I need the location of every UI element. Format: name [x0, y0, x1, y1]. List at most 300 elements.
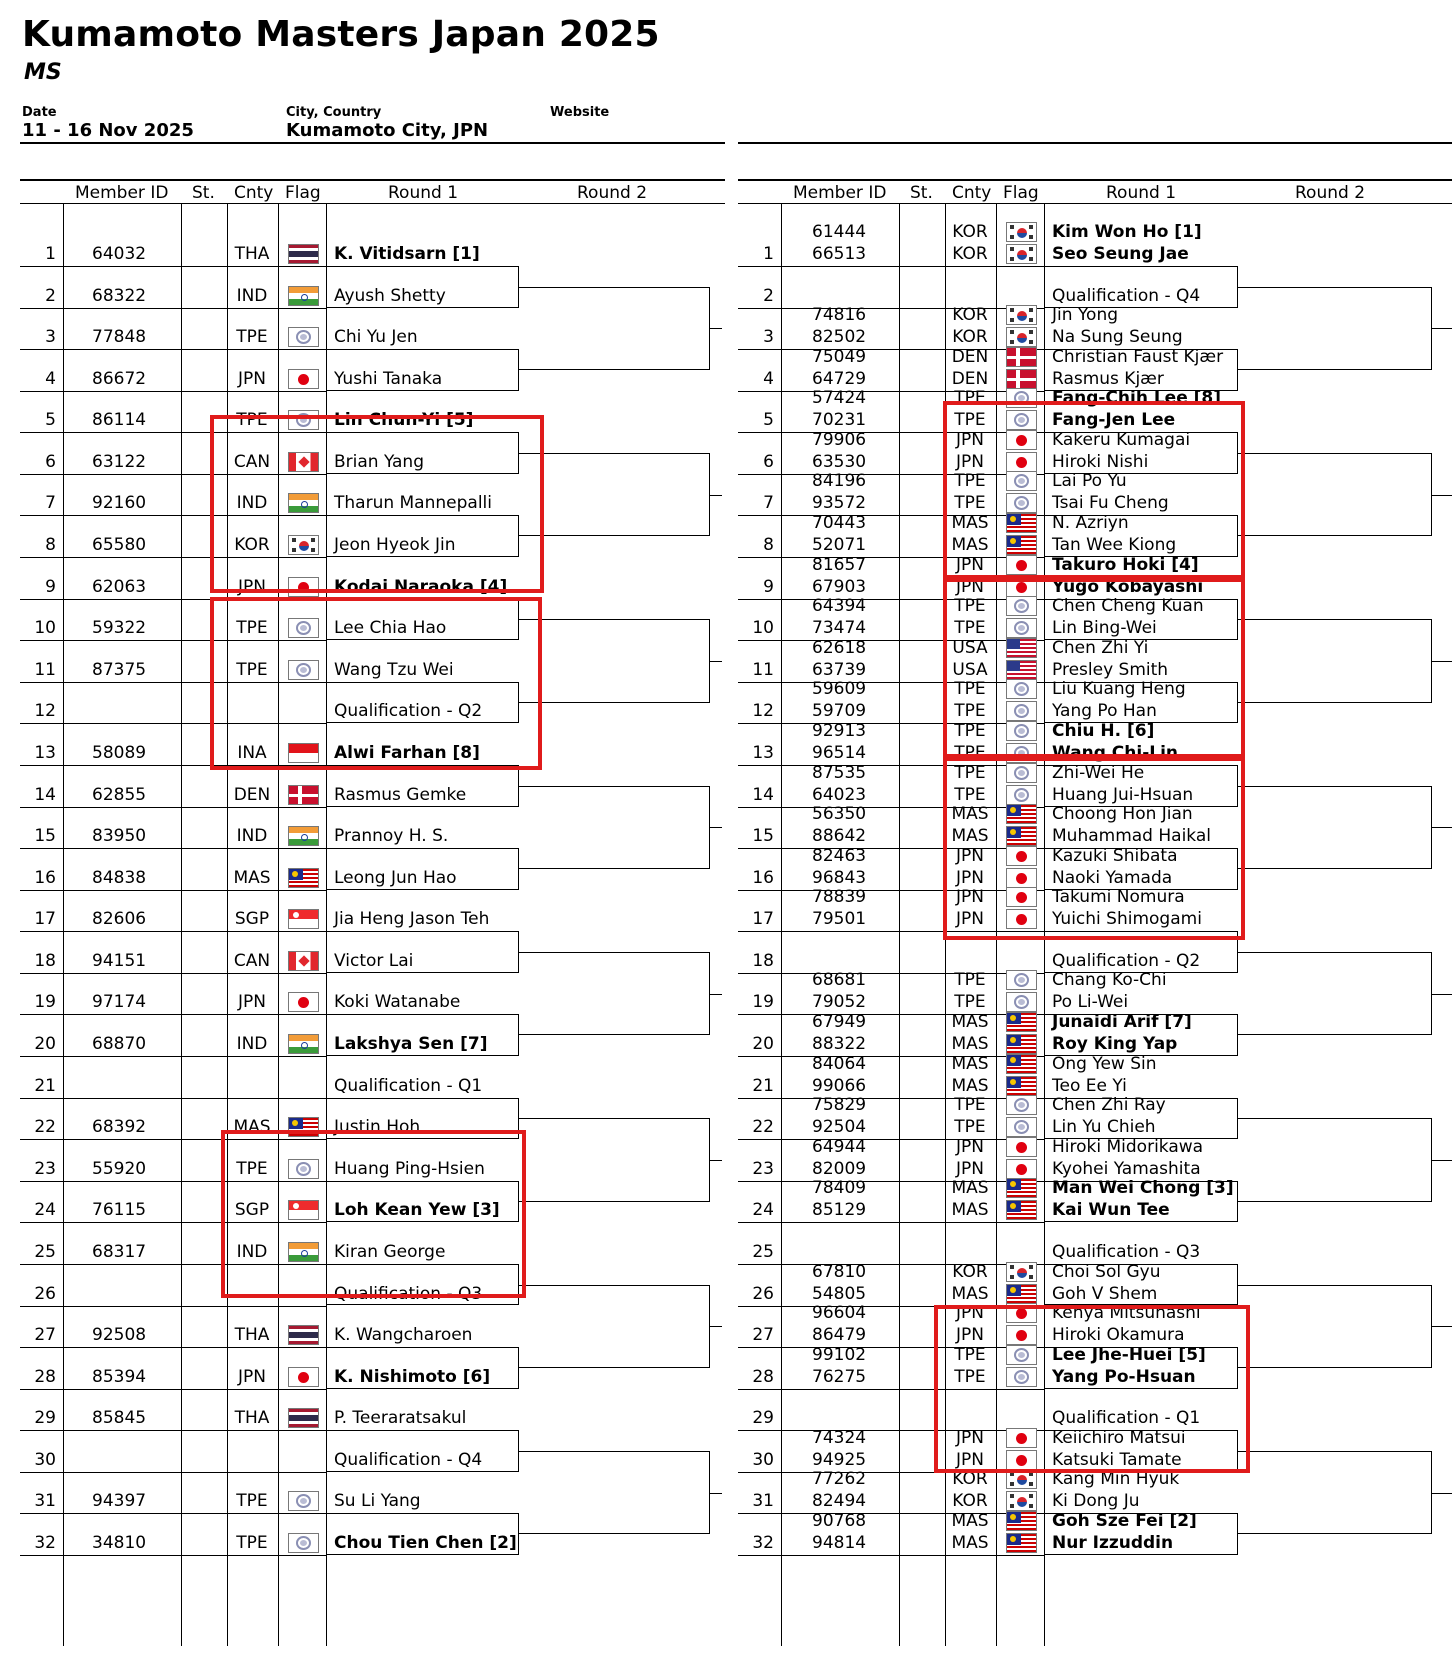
- date-value: 11 - 16 Nov 2025: [22, 120, 194, 141]
- member-id: 63122: [92, 451, 147, 472]
- draw-position: 1: [763, 244, 774, 264]
- member-id: 96514: [812, 742, 867, 763]
- draw-position: 4: [45, 368, 56, 389]
- country-code: JPN: [238, 576, 266, 597]
- player-name: Po Li-Wei: [1052, 992, 1129, 1013]
- player-name: Jin Yong: [1052, 305, 1119, 326]
- row-rule: [738, 349, 1044, 350]
- row-rule: [20, 1098, 326, 1099]
- country-code: JPN: [956, 1158, 984, 1179]
- country-code: TPE: [954, 720, 986, 741]
- flag-icon: [1006, 1511, 1037, 1531]
- right-round3-stub: [1432, 994, 1452, 995]
- country-code: IND: [236, 1241, 268, 1262]
- right-round3-stub: [1432, 1326, 1452, 1327]
- right-col-round1: Round 1: [1106, 183, 1177, 203]
- right-round2-bracket: [1238, 619, 1432, 702]
- player-name: Yuichi Shimogami: [1052, 909, 1202, 930]
- left-round3-stub: [710, 1326, 722, 1327]
- right-round1-bracket: [1044, 266, 1238, 308]
- country-code: TPE: [954, 1117, 986, 1138]
- player-name: Kyohei Yamashita: [1052, 1158, 1201, 1179]
- player-name: Lin Yu Chieh: [1052, 1117, 1156, 1138]
- player-name: Lin Chun-Yi [5]: [334, 410, 474, 431]
- member-id: 79906: [812, 429, 867, 450]
- player-name: Hiroki Nishi: [1052, 451, 1149, 472]
- member-id: 77262: [812, 1469, 867, 1490]
- draw-position: 20: [752, 1034, 774, 1055]
- player-name: Kenya Mitsuhashi: [1052, 1303, 1201, 1324]
- player-name: Lakshya Sen [7]: [334, 1034, 488, 1055]
- country-code: KOR: [952, 222, 988, 242]
- left-round3-stub: [710, 328, 722, 329]
- draw-position: 8: [763, 535, 774, 556]
- draw-position: 6: [45, 451, 56, 472]
- member-id: 56350: [812, 804, 867, 825]
- member-id: 85845: [92, 1408, 147, 1429]
- draw-position: 3: [45, 327, 56, 348]
- country-code: MAS: [951, 513, 989, 534]
- member-id: 66513: [812, 244, 867, 264]
- player-name: Lee Chia Hao: [334, 618, 447, 639]
- player-name: Huang Ping-Hsien: [334, 1158, 485, 1179]
- highlight-box: [943, 757, 1245, 940]
- draw-position: 24: [34, 1200, 56, 1221]
- player-name: Tsai Fu Cheng: [1052, 493, 1169, 514]
- left-round1-bracket: [326, 349, 519, 391]
- right-col-flag: Flag: [1003, 183, 1039, 203]
- member-id: 61444: [812, 222, 867, 242]
- draw-position: 25: [34, 1241, 56, 1262]
- highlight-box: [943, 578, 1245, 758]
- member-id: 92504: [812, 1117, 867, 1138]
- draw-position: 30: [752, 1449, 774, 1470]
- country-code: SGP: [234, 1200, 270, 1221]
- left-header-bottom-rule: [20, 203, 725, 204]
- draw-position: 29: [752, 1408, 774, 1429]
- player-name: Chen Cheng Kuan: [1052, 596, 1204, 617]
- country-code: TPE: [236, 327, 268, 348]
- player-name: Rasmus Gemke: [334, 784, 467, 805]
- left-col-flag: Flag: [285, 183, 321, 203]
- left-round2-bracket: [519, 1451, 710, 1534]
- member-id: 76115: [92, 1200, 147, 1221]
- country-code: JPN: [238, 368, 266, 389]
- flag-icon: [1006, 1262, 1037, 1282]
- draw-position: 14: [752, 784, 774, 805]
- member-id: 55920: [92, 1158, 147, 1179]
- member-id: 59709: [812, 701, 867, 722]
- right-header-bottom-rule: [738, 203, 1452, 204]
- qualification-slot: Qualification - Q3: [1052, 1241, 1201, 1262]
- player-name: Chiu H. [6]: [1052, 720, 1155, 741]
- player-name: Fang-Chih Lee [8]: [1052, 388, 1222, 409]
- draw-position: 7: [763, 493, 774, 514]
- flag-icon: [1006, 1076, 1037, 1096]
- country-code: TPE: [236, 410, 268, 431]
- draw-position: 23: [752, 1158, 774, 1179]
- player-name: Takumi Nomura: [1052, 887, 1185, 908]
- country-code: USA: [952, 637, 988, 658]
- player-name: Goh Sze Fei [2]: [1052, 1510, 1197, 1531]
- left-col-status: St.: [192, 183, 215, 203]
- member-id: 82502: [812, 327, 867, 348]
- row-rule: [20, 848, 326, 849]
- flag-icon: [1006, 1117, 1037, 1137]
- player-name: Kazuki Shibata: [1052, 845, 1178, 866]
- country-code: JPN: [956, 1325, 984, 1346]
- country-code: MAS: [951, 1053, 989, 1074]
- member-id: 67949: [812, 1012, 867, 1033]
- member-id: 82494: [812, 1491, 867, 1512]
- left-round3-stub: [710, 1493, 722, 1494]
- country-code: JPN: [956, 1136, 984, 1157]
- country-code: KOR: [952, 1469, 988, 1490]
- member-id: 64729: [812, 368, 867, 389]
- row-rule: [20, 349, 326, 350]
- member-id: 88642: [812, 826, 867, 847]
- player-name: Jeon Hyeok Jin: [334, 535, 456, 556]
- country-code: TPE: [954, 410, 986, 431]
- member-id: 86479: [812, 1325, 867, 1346]
- player-name: Chi Yu Jen: [334, 327, 418, 348]
- member-id: 96604: [812, 1303, 867, 1324]
- country-code: IND: [236, 493, 268, 514]
- highlight-box: [210, 597, 542, 770]
- highlight-box: [943, 401, 1245, 579]
- member-id: 85394: [92, 1366, 147, 1387]
- country-code: USA: [952, 659, 988, 680]
- row-rule: [20, 1472, 326, 1473]
- player-name: Roy King Yap: [1052, 1034, 1178, 1055]
- draw-position: 13: [34, 742, 56, 763]
- country-code: KOR: [952, 1261, 988, 1282]
- flag-icon: [288, 1034, 319, 1054]
- left-round3-stub: [710, 495, 722, 496]
- member-id: 99102: [812, 1344, 867, 1365]
- left-round1-bracket: [326, 1014, 519, 1056]
- flag-icon: [1006, 305, 1037, 325]
- right-col-status: St.: [910, 183, 933, 203]
- player-name: Qualification - Q2: [334, 701, 483, 722]
- flag-icon: [288, 327, 319, 347]
- country-code: JPN: [956, 1449, 984, 1470]
- right-round3-stub: [1432, 661, 1452, 662]
- draw-position: 24: [752, 1200, 774, 1221]
- flag-icon: [288, 1533, 319, 1553]
- member-id: 52071: [812, 535, 867, 556]
- flag-icon: [288, 286, 319, 306]
- right-round3-stub: [1432, 1160, 1452, 1161]
- country-code: DEN: [951, 346, 989, 367]
- country-code: DEN: [233, 784, 271, 805]
- country-code: TPE: [236, 1532, 268, 1553]
- draw-position: 22: [752, 1117, 774, 1138]
- draw-position: 21: [752, 1075, 774, 1096]
- flag-icon: [288, 826, 319, 846]
- player-name: Lee Jhe-Huei [5]: [1052, 1344, 1206, 1365]
- draw-position: 26: [34, 1283, 56, 1304]
- country-code: JPN: [956, 909, 984, 930]
- country-code: JPN: [238, 992, 266, 1013]
- country-code: TPE: [954, 1344, 986, 1365]
- member-id: 96843: [812, 867, 867, 888]
- player-name: N. Azriyn: [1052, 513, 1129, 534]
- flag-icon: [288, 1325, 319, 1345]
- flag-icon: [288, 992, 319, 1012]
- member-id: 78839: [812, 887, 867, 908]
- member-id: 83950: [92, 826, 147, 847]
- qualification-slot: Qualification - Q1: [1052, 1408, 1201, 1429]
- draw-position: 10: [752, 618, 774, 639]
- flag-icon: [288, 1367, 319, 1387]
- country-code: JPN: [956, 1303, 984, 1324]
- right-round2-bracket: [1238, 1285, 1432, 1368]
- draw-position: 10: [34, 618, 56, 639]
- player-name: Keiichiro Matsui: [1052, 1427, 1186, 1448]
- flag-icon: [1006, 1012, 1037, 1032]
- member-id: 93572: [812, 493, 867, 514]
- right-col-country: Cnty: [952, 183, 992, 203]
- left-round2-bracket: [519, 453, 710, 536]
- member-id: 70443: [812, 513, 867, 534]
- left-round3-stub: [710, 994, 722, 995]
- member-id: 68870: [92, 1034, 147, 1055]
- player-name: Zhi-Wei He: [1052, 762, 1145, 783]
- city-value: Kumamoto City, JPN: [286, 120, 489, 141]
- player-name: Yugo Kobayashi: [1052, 576, 1204, 597]
- left-round1-bracket: [326, 931, 519, 973]
- country-code: TPE: [954, 784, 986, 805]
- country-code: KOR: [234, 535, 270, 556]
- country-code: JPN: [956, 451, 984, 472]
- player-name: P. Teeraratsakul: [334, 1408, 467, 1429]
- player-name: Su Li Yang: [334, 1491, 421, 1512]
- member-id: 64944: [812, 1136, 867, 1157]
- draw-position: 18: [34, 950, 56, 971]
- row-rule: [738, 973, 1044, 974]
- draw-position: 2: [45, 285, 56, 306]
- left-col-country: Cnty: [234, 183, 274, 203]
- highlight-box: [934, 1305, 1250, 1473]
- event-subtitle: MS: [24, 60, 62, 85]
- player-name: Kodai Naraoka [4]: [334, 576, 508, 597]
- country-code: JPN: [956, 867, 984, 888]
- member-id: 82463: [812, 845, 867, 866]
- draw-position: 27: [752, 1325, 774, 1346]
- draw-position: 20: [34, 1034, 56, 1055]
- player-name: Kai Wun Tee: [1052, 1200, 1170, 1221]
- player-name: Tan Wee Kiong: [1052, 535, 1177, 556]
- row-rule: [738, 1139, 1044, 1140]
- qualification-slot: Qualification - Q2: [1052, 950, 1201, 971]
- row-rule: [738, 1222, 1044, 1223]
- member-id: 65580: [92, 535, 147, 556]
- player-name: Hiroki Okamura: [1052, 1325, 1185, 1346]
- player-name: Chang Ko-Chi: [1052, 970, 1167, 991]
- player-name: Alwi Farhan [8]: [334, 742, 480, 763]
- draw-position: 23: [34, 1158, 56, 1179]
- player-name: Takuro Hoki [4]: [1052, 554, 1199, 575]
- country-code: JPN: [956, 554, 984, 575]
- country-code: TPE: [236, 618, 268, 639]
- right-round2-bracket: [1238, 453, 1432, 536]
- draw-position: 6: [763, 451, 774, 472]
- player-name: Hiroki Midorikawa: [1052, 1136, 1204, 1157]
- row-rule: [738, 1555, 1044, 1556]
- member-id: 64023: [812, 784, 867, 805]
- left-round2-bracket: [519, 1285, 710, 1368]
- country-code: JPN: [956, 887, 984, 908]
- flag-icon: [1006, 1284, 1037, 1304]
- player-name: Ki Dong Ju: [1052, 1491, 1140, 1512]
- country-code: INA: [237, 742, 267, 763]
- player-name: Naoki Yamada: [1052, 867, 1173, 888]
- draw-position: 7: [45, 493, 56, 514]
- country-code: MAS: [951, 535, 989, 556]
- country-code: DEN: [951, 368, 989, 389]
- member-id: 90768: [812, 1510, 867, 1531]
- right-round2-bracket: [1238, 287, 1432, 370]
- country-code: TPE: [954, 970, 986, 991]
- left-round1-bracket: [326, 765, 519, 807]
- player-name: Muhammad Haikal: [1052, 826, 1211, 847]
- city-label: City, Country: [286, 105, 382, 120]
- draw-position: 28: [34, 1366, 56, 1387]
- player-name: Choi Sol Gyu: [1052, 1261, 1161, 1282]
- member-id: 92913: [812, 720, 867, 741]
- draw-position: 14: [34, 784, 56, 805]
- country-code: TPE: [954, 618, 986, 639]
- left-round2-bracket: [519, 1118, 710, 1201]
- header-divider-right: [738, 142, 1452, 144]
- country-code: MAS: [951, 1178, 989, 1199]
- player-name: Loh Kean Yew [3]: [334, 1200, 500, 1221]
- website-label: Website: [550, 105, 610, 120]
- player-name: Katsuki Tamate: [1052, 1449, 1182, 1470]
- row-rule: [20, 1389, 326, 1390]
- country-code: TPE: [954, 742, 986, 763]
- player-name: Nur Izzuddin: [1052, 1532, 1174, 1553]
- member-id: 64032: [92, 244, 147, 264]
- player-name: Yang Po Han: [1052, 701, 1157, 722]
- flag-icon: [288, 785, 319, 805]
- flag-icon: [1006, 1491, 1037, 1511]
- flag-icon: [1006, 327, 1037, 347]
- member-id: 84838: [92, 867, 147, 888]
- member-id: 92508: [92, 1325, 147, 1346]
- draw-position: 4: [763, 368, 774, 389]
- left-round2-bracket: [519, 287, 710, 370]
- draw-position: 29: [34, 1408, 56, 1429]
- country-code: MAS: [233, 867, 271, 888]
- player-name: Presley Smith: [1052, 659, 1169, 680]
- draw-position: 32: [752, 1532, 774, 1553]
- flag-icon: [288, 909, 319, 929]
- right-round2-bracket: [1238, 952, 1432, 1035]
- member-id: 64394: [812, 596, 867, 617]
- member-id: 62618: [812, 637, 867, 658]
- row-rule: [20, 1513, 326, 1514]
- draw-position: 5: [763, 410, 774, 431]
- right-round3-stub: [1432, 328, 1452, 329]
- draw-position: 22: [34, 1117, 56, 1138]
- flag-icon: [1006, 1137, 1037, 1157]
- country-code: TPE: [954, 679, 986, 700]
- member-id: 94925: [812, 1449, 867, 1470]
- player-name: Chou Tien Chen [2]: [334, 1532, 517, 1553]
- player-name: Na Sung Seung: [1052, 327, 1183, 348]
- right-round2-bracket: [1238, 1451, 1432, 1534]
- flag-icon: [288, 1408, 319, 1428]
- country-code: TPE: [954, 596, 986, 617]
- member-id: 68681: [812, 970, 867, 991]
- member-id: 73474: [812, 618, 867, 639]
- player-name: Qualification - Q3: [334, 1283, 483, 1304]
- country-code: TPE: [954, 1366, 986, 1387]
- player-name: Rasmus Kjær: [1052, 368, 1164, 389]
- row-rule: [20, 890, 326, 891]
- player-name: Qualification - Q4: [334, 1449, 483, 1470]
- player-name: Choong Hon Jian: [1052, 804, 1193, 825]
- country-code: KOR: [952, 305, 988, 326]
- draw-position: 9: [763, 576, 774, 597]
- draw-position: 17: [34, 909, 56, 930]
- member-id: 59322: [92, 618, 147, 639]
- player-name: Justin Hoh: [334, 1117, 421, 1138]
- draw-position: 25: [752, 1241, 774, 1262]
- country-code: SGP: [234, 909, 270, 930]
- country-code: MAS: [951, 1510, 989, 1531]
- member-id: 92160: [92, 493, 147, 514]
- flag-icon: [1006, 1200, 1037, 1220]
- member-id: 94397: [92, 1491, 147, 1512]
- right-round1-bracket: [1044, 1098, 1238, 1140]
- draw-position: 31: [34, 1491, 56, 1512]
- member-id: 99066: [812, 1075, 867, 1096]
- player-name: Wang Chi-Lin: [1052, 742, 1179, 763]
- right-col-round2: Round 2: [1295, 183, 1366, 203]
- row-rule: [738, 1513, 1044, 1514]
- member-id: 85129: [812, 1200, 867, 1221]
- right-round2-bracket: [1238, 1118, 1432, 1201]
- flag-icon: [1006, 992, 1037, 1012]
- country-code: MAS: [951, 826, 989, 847]
- right-round1-bracket: [1044, 1014, 1238, 1056]
- draw-position: 13: [752, 742, 774, 763]
- draw-position: 5: [45, 410, 56, 431]
- draw-position: 30: [34, 1449, 56, 1470]
- member-id: 77848: [92, 327, 147, 348]
- flag-icon: [1006, 347, 1037, 367]
- country-code: THA: [234, 244, 270, 264]
- country-code: IND: [236, 1034, 268, 1055]
- country-code: KOR: [952, 1491, 988, 1512]
- draw-position: 11: [752, 659, 774, 680]
- header-divider-left: [20, 142, 725, 144]
- player-name: Kakeru Kumagai: [1052, 429, 1191, 450]
- flag-icon: [1006, 1159, 1037, 1179]
- flag-icon: [1006, 1533, 1037, 1553]
- left-col-member-id: Member ID: [75, 183, 169, 203]
- member-id: 86114: [92, 410, 147, 431]
- player-name: Fang-Jen Lee: [1052, 410, 1176, 431]
- player-name: Liu Kuang Heng: [1052, 679, 1186, 700]
- member-id: 97174: [92, 992, 147, 1013]
- member-id: 79501: [812, 909, 867, 930]
- country-code: TPE: [954, 493, 986, 514]
- member-id: 94151: [92, 950, 147, 971]
